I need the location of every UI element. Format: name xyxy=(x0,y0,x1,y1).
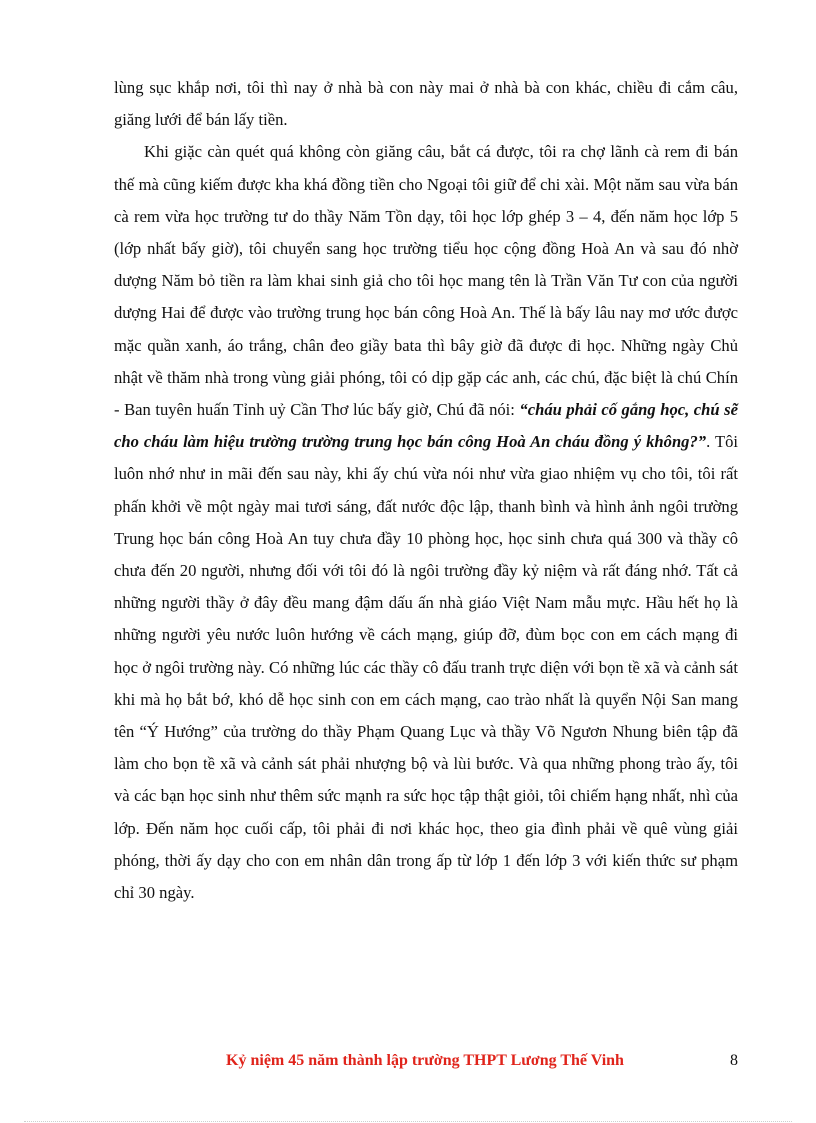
body-text xyxy=(114,72,738,909)
paragraph-1: lùng sục khắp nơi, tôi thì nay ở nhà bà con này mai ở nhà bà con khác, chiều đi cắm câu, giăng lưới để bán lấy tiền. xyxy=(114,78,738,130)
paragraph-2-text: Khi giặc càn quét quá không còn giăng câu, bắt cá được, tôi ra chợ lãnh cà rem đi bán thế mà cũng kiếm được kha khá đồng tiền cho Ngoại tôi giữ để chi xài. Một năm sau vừa bán cà rem vừa học trường tư do thầy Năm Tồn dạy, tôi học lớp ghép 3 – 4, đến năm học lớp 5 (lớp nhất bấy giờ), tôi chuyển sang học trường tiểu học cộng đồng Hoà An và sau đó nhờ dượng Năm bỏ tiền ra làm khai sinh giả cho tôi học mang tên là Trần Văn Tư con của người dượng Hai để được vào trường trung học bán công Hoà An. Thế là bấy lâu nay mơ ước được mặc quần xanh, áo trắng, chân đeo giầy bata thì bây giờ đã được đi học. Những ngày Chủ nhật về thăm nhà trong vùng giải phóng, tôi có dịp gặp các anh, các chú, đặc biệt là chú Chín - Ban tuyên huấn Tỉnh uỷ Cần Thơ lúc bấy giờ, Chú đã nói: xyxy=(114,142,738,420)
quote-text: “cháu phải cố gắng học, chú sẽ cho cháu làm hiệu trường trường trung học bán công Hoà An cháu đồng ý không?” xyxy=(114,400,738,452)
footer-title: Kỷ niệm 45 năm thành lập trường THPT Lương Thế Vinh xyxy=(226,1052,624,1069)
page-number: 8 xyxy=(730,1052,738,1069)
page-bottom-border xyxy=(24,1121,792,1122)
paragraph-2-continuation: . Tôi luôn nhớ như in mãi đến sau này, khi ấy chú vừa nói như vừa giao nhiệm vụ cho tôi, tôi rất phấn khởi về một ngày mai tươi sáng, đất nước độc lập, thanh bình và hình ảnh ngôi trường Trung học bán công Hoà An tuy chưa đầy 10 phòng học, học sinh chưa quá 300 và thầy cô chưa đến 20 người, nhưng đối với tôi đó là ngôi trường đầy kỷ niệm và rất đáng nhớ. Tất cả những người thầy ở đây đều mang đậm dấu ấn nhà giáo Việt Nam mẫu mực. Hầu hết họ là những người yêu nước luôn hướng về cách mạng, giúp đỡ, đùm bọc con em cách mạng đi học ở ngôi trường này. Có những lúc các thầy cô đấu tranh trực diện với bọn tề xã và cảnh sát khi mà họ bắt bớ, khó dễ học sinh con em cách mạng, cao trào nhất là quyển Nội San mang tên “Ý Hướng” của trường do thầy Phạm Quang Lục và thầy Võ Ngươn Nhung biên tập đã làm cho bọn tề xã và cảnh sát phải nhượng bộ và lùi bước. Và qua những phong trào ấy, tôi và các bạn học sinh như thêm sức mạnh ra sức học tập thật giỏi, tôi chiếm hạng nhất, nhì của lớp. Đến năm học cuối cấp, tôi phải đi nơi khác học, theo gia đình phải về quê vùng giải phóng, thời ấy dạy cho con em nhân dân trong ấp từ lớp 1 đến lớp 3 với kiến thức sư phạm chỉ 30 ngày. xyxy=(114,432,739,903)
paragraph-2 xyxy=(114,136,738,909)
